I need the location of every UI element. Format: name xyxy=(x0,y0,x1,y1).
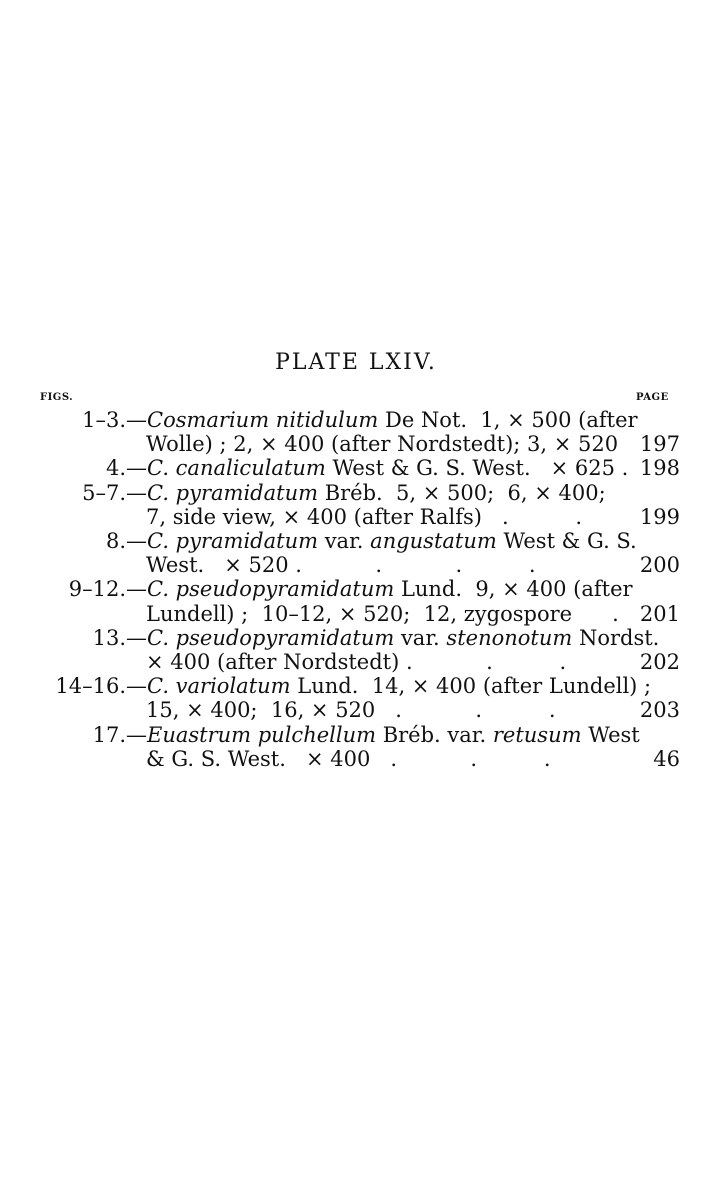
entry-text xyxy=(126,408,638,432)
figure-number: 8. xyxy=(105,529,126,553)
entry-text xyxy=(126,723,640,747)
entry-text-part: — xyxy=(126,577,147,602)
entry-line xyxy=(0,481,712,505)
entry-text-part: Lund. 14, × 400 (after Lundell) ; xyxy=(290,674,652,699)
figure-number: 5–7. xyxy=(82,480,126,505)
figure-number: 1–3. xyxy=(82,408,126,432)
entry-text xyxy=(146,602,619,626)
taxon-name: retusum xyxy=(492,722,582,747)
figs-header: FIGS. xyxy=(40,392,74,403)
entry-text-part: West xyxy=(581,722,640,747)
entry-text-part: Nordst. xyxy=(572,625,660,650)
page-header: PAGE xyxy=(636,392,669,403)
entry-text-part: Bréb. 5, × 500; 6, × 400; xyxy=(318,480,606,505)
entry-text-part: var. xyxy=(318,529,371,553)
entry-text-part: — xyxy=(126,480,147,505)
page-number: 198 xyxy=(639,456,680,481)
entry-text-part: Lund. 9, × 400 (after xyxy=(394,577,633,602)
entry-line xyxy=(0,747,712,771)
entry-line xyxy=(0,553,712,577)
entry-text xyxy=(126,577,633,601)
entry-line xyxy=(0,723,712,747)
entry-text xyxy=(126,626,659,650)
entry-line xyxy=(0,505,712,529)
entry-text-part: & G. S. West. × 400 . . . xyxy=(146,746,551,771)
entry-text xyxy=(126,456,628,480)
taxon-name: C. canaliculatum xyxy=(147,456,326,481)
entry-line xyxy=(0,408,712,432)
entry-text xyxy=(126,529,637,553)
entry-text xyxy=(146,747,551,771)
entry-text-part: West & G. S. xyxy=(496,529,637,553)
taxon-name: stenonotum xyxy=(446,625,573,650)
entry-line xyxy=(0,432,712,456)
entry-text-part: × 400 (after Nordstedt) . . . xyxy=(146,650,567,674)
taxon-name: Euastrum pulchellum xyxy=(147,722,377,747)
taxon-name: C. pyramidatum xyxy=(147,529,319,553)
entry-text xyxy=(146,505,582,529)
page-number: 202 xyxy=(639,650,680,674)
taxon-name: angustatum xyxy=(370,529,497,553)
taxon-name: C. pyramidatum xyxy=(147,480,319,505)
entry-text-part: West. × 520 . . . . xyxy=(146,553,536,578)
entry-text-part: — xyxy=(126,722,147,747)
entry-text xyxy=(146,553,536,577)
entry-text-part: 15, × 400; 16, × 520 . . . xyxy=(146,698,556,723)
entry-text xyxy=(146,650,566,674)
page-number: 197 xyxy=(639,432,680,457)
entry-text-part: — xyxy=(126,625,147,650)
entry-text-part: var. xyxy=(394,625,447,650)
figure-number: 13. xyxy=(92,625,126,650)
entry-text-part: 7, side view, × 400 (after Ralfs) . . xyxy=(146,504,583,529)
page-number: 199 xyxy=(639,504,680,529)
entry-line xyxy=(0,602,712,626)
entry-line xyxy=(0,577,712,601)
page-number: 200 xyxy=(639,553,680,578)
page-number: 203 xyxy=(639,698,680,723)
entry-line xyxy=(0,674,712,698)
entry-text xyxy=(146,432,618,456)
figure-number: 17. xyxy=(92,722,126,747)
entry-line xyxy=(0,650,712,674)
entry-text-part: Bréb. var. xyxy=(376,722,493,747)
entry-text xyxy=(126,481,606,505)
entry-text-part: De Not. 1, × 500 (after xyxy=(378,408,638,432)
entry-line xyxy=(0,626,712,650)
plate-title: PLATE LXIV. xyxy=(275,350,437,375)
entry-line xyxy=(0,698,712,722)
taxon-name: C. pseudopyramidatum xyxy=(147,577,395,602)
figure-number: 14–16. xyxy=(55,674,126,699)
taxon-name: Cosmarium nitidulum xyxy=(147,408,379,432)
figure-number: 9–12. xyxy=(68,577,126,602)
entry-line xyxy=(0,529,712,553)
entry-line xyxy=(0,456,712,480)
page-number: 201 xyxy=(639,601,680,626)
entry-text-part: Lundell) ; 10–12, × 520; 12, zygospore . xyxy=(146,601,619,626)
taxon-name: C. variolatum xyxy=(147,674,291,699)
entry-text-part: — xyxy=(126,408,147,432)
entry-text xyxy=(126,674,651,698)
entry-text-part: West & G. S. West. × 625 . xyxy=(325,456,629,481)
entry-text-part: — xyxy=(126,456,147,481)
entry-text xyxy=(146,698,556,722)
figure-number: 4. xyxy=(105,456,126,481)
taxon-name: C. pseudopyramidatum xyxy=(147,625,395,650)
entry-text-part: — xyxy=(126,529,147,553)
entry-text-part: Wolle) ; 2, × 400 (after Nordstedt); 3, × 520 xyxy=(146,432,619,457)
page-number: 46 xyxy=(653,746,680,771)
entry-text-part: — xyxy=(126,674,147,699)
